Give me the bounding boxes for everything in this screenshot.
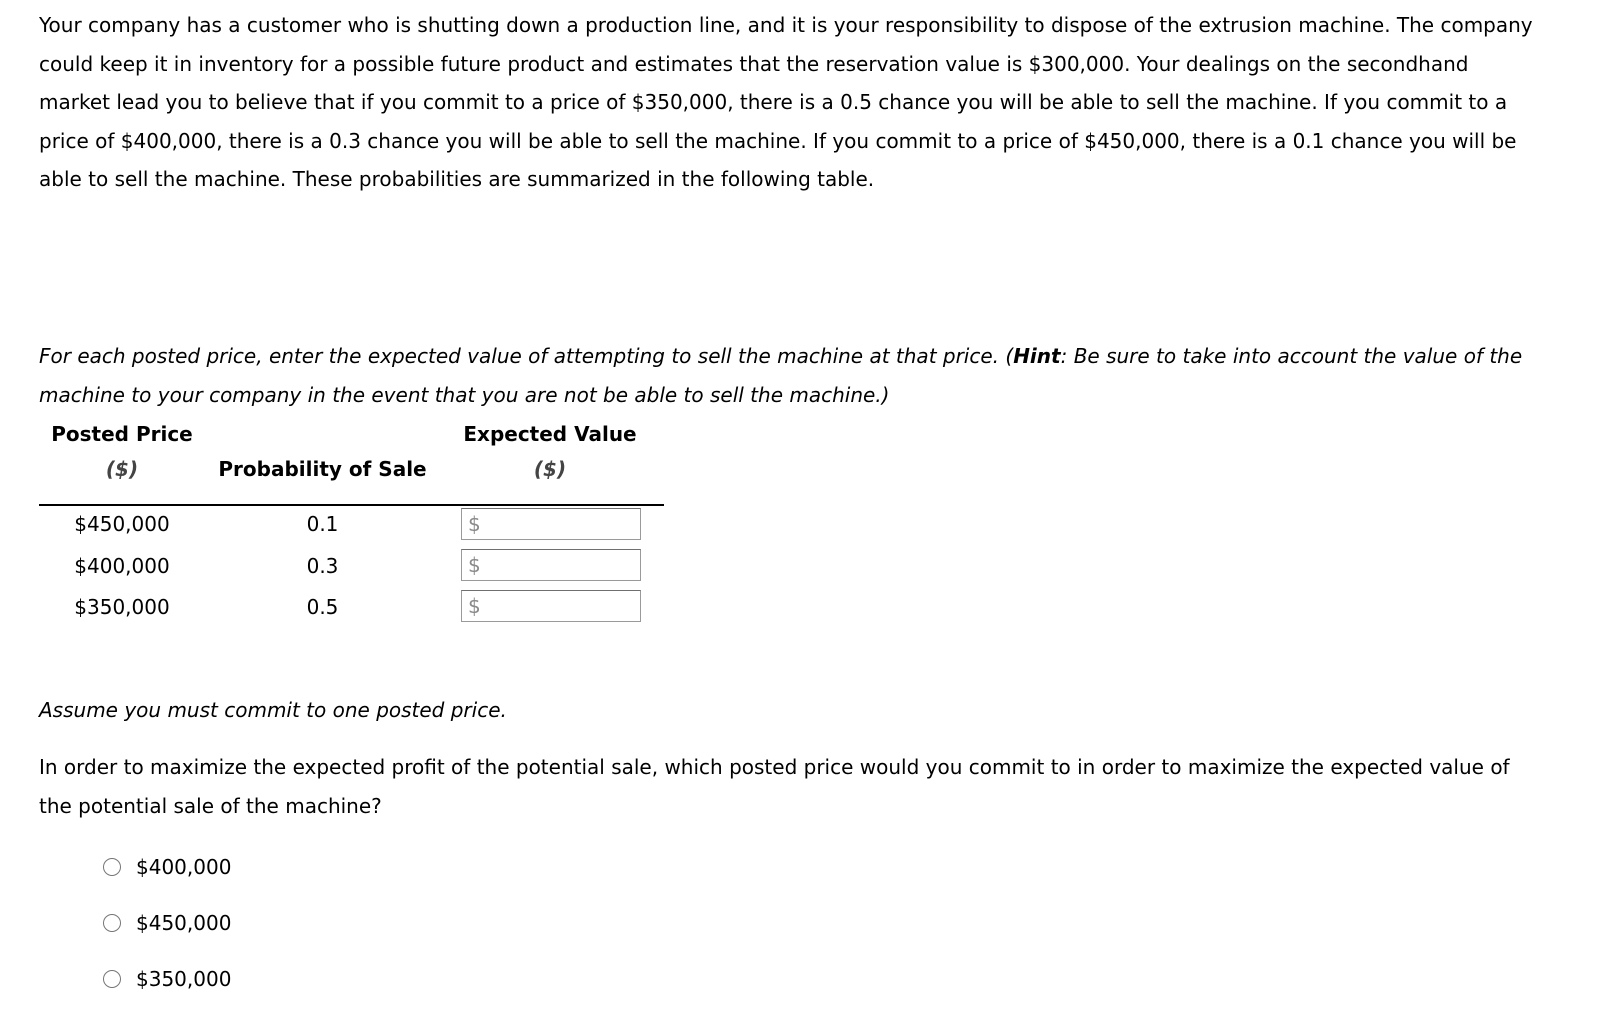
option-label: $450,000 bbox=[136, 911, 232, 935]
assumption-text: Assume you must commit to one posted price. bbox=[39, 698, 507, 722]
row-price: $400,000 bbox=[74, 554, 170, 578]
option-label: $350,000 bbox=[136, 967, 232, 991]
row-probability: 0.5 bbox=[306, 595, 339, 619]
expected-value-field[interactable] bbox=[461, 549, 641, 581]
expected-value-input[interactable] bbox=[481, 592, 732, 620]
radio-button[interactable] bbox=[103, 858, 121, 876]
hint-label: Hint bbox=[1013, 344, 1061, 368]
expected-value-input[interactable] bbox=[481, 551, 732, 579]
option-label: $400,000 bbox=[136, 855, 232, 879]
option-400000[interactable] bbox=[103, 855, 231, 879]
row-price: $450,000 bbox=[74, 512, 170, 536]
option-450000[interactable] bbox=[103, 911, 231, 935]
header-posted-price-unit: ($) bbox=[105, 457, 139, 481]
currency-symbol: $ bbox=[468, 553, 481, 577]
option-350000[interactable] bbox=[103, 967, 231, 991]
instruction-text bbox=[39, 337, 1539, 414]
instruction-text-end: : Be sure to take into account the value of the machine to your company in the event that you are not be able to sell the machine.) bbox=[39, 344, 1523, 407]
instruction-text-start: For each posted price, enter the expected value of attempting to sell the machine at that price. ( bbox=[39, 344, 1014, 368]
table-header-divider bbox=[39, 504, 664, 506]
expected-value-field[interactable] bbox=[461, 590, 641, 622]
expected-value-field[interactable] bbox=[461, 508, 641, 540]
problem-statement: Your company has a customer who is shutting down a production line, and it is your responsibility to dispose of the extrusion machine. The company could keep it in inventory for a possible future product and estimates that the reservation value is $300,000. Your dealings on the secondhand market lead you to believe that if you commit to a price of $350,000, there is a 0.5 chance you will be able to sell the machine. If you commit to a price of $400,000, there is a 0.3 chance you will be able to sell the machine. If you commit to a price of $450,000, there is a 0.1 chance you will be able to sell the machine. These probabilities are summarized in the following table. bbox=[39, 13, 1533, 191]
header-expected-value: Expected Value bbox=[463, 422, 637, 446]
row-probability: 0.3 bbox=[306, 554, 339, 578]
currency-symbol: $ bbox=[468, 594, 481, 618]
radio-button[interactable] bbox=[103, 914, 121, 932]
header-posted-price: Posted Price bbox=[51, 422, 193, 446]
question-text: In order to maximize the expected profit of the potential sale, which posted price would you commit to in order to maximize the expected value of the potential sale of the machine? bbox=[39, 755, 1510, 818]
header-probability: Probability of Sale bbox=[218, 457, 427, 481]
row-price: $350,000 bbox=[74, 595, 170, 619]
currency-symbol: $ bbox=[468, 512, 481, 536]
row-probability: 0.1 bbox=[306, 512, 339, 536]
radio-button[interactable] bbox=[103, 970, 121, 988]
header-expected-value-unit: ($) bbox=[533, 457, 567, 481]
expected-value-input[interactable] bbox=[481, 510, 732, 538]
